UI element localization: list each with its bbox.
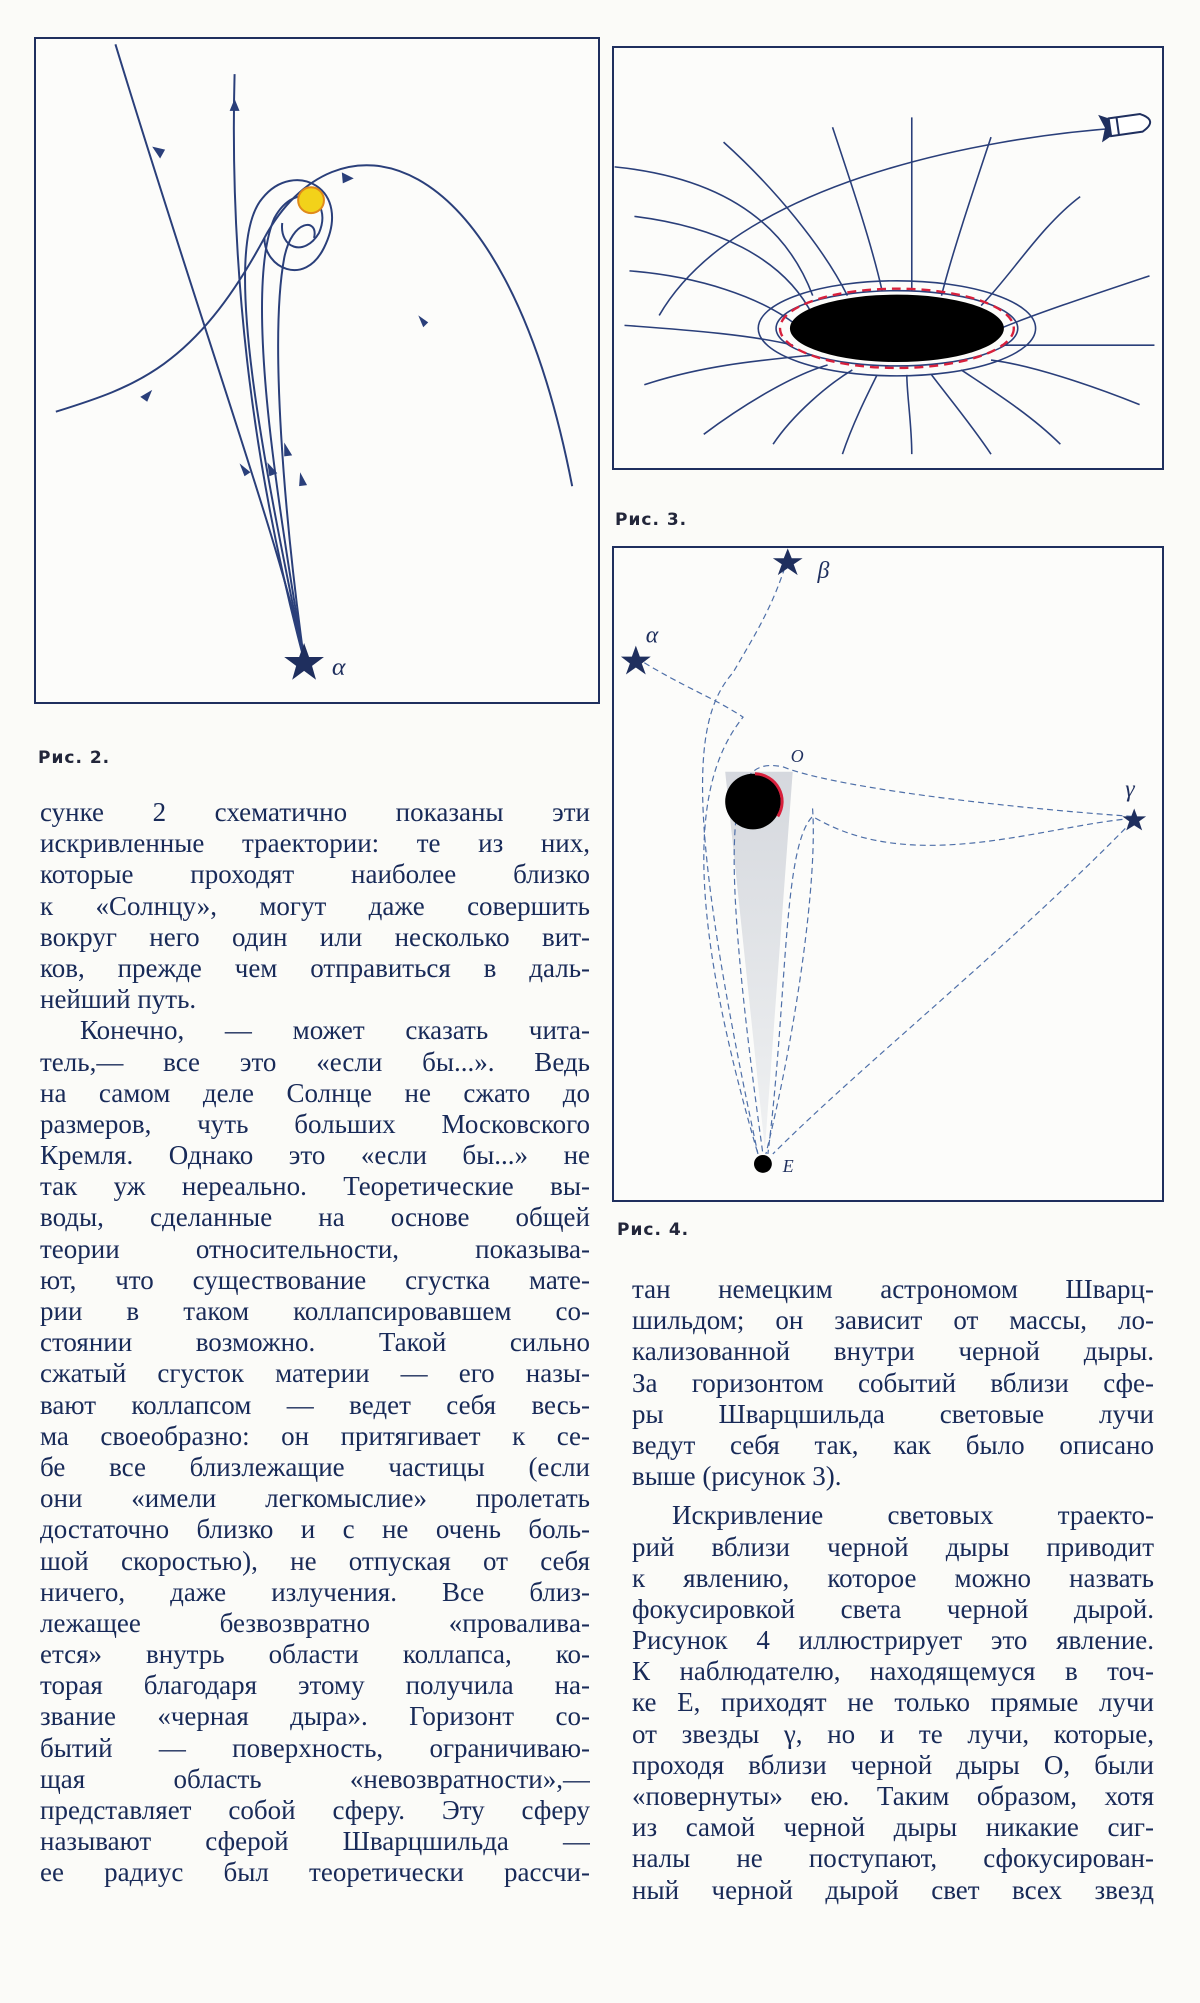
figure-2-diagram <box>36 39 598 702</box>
text-line: ры Шварцшильда световые лучи <box>632 1398 1154 1429</box>
text-line: размеров, чуть больших Московского <box>40 1108 590 1139</box>
text-line: звание «черная дыра». Горизонт со- <box>40 1701 590 1732</box>
figure-2 <box>34 37 600 704</box>
figure-2-caption: Рис. 2. <box>38 748 111 768</box>
text-line: представляет собой сферу. Эту сферу <box>40 1795 590 1825</box>
label-o: O <box>790 745 804 766</box>
figure-4-caption: Рис. 4. <box>617 1220 690 1240</box>
text-line: искривленные траектории: те из них, <box>40 828 590 859</box>
text-line: шой скоростью), не отпуская от себя <box>40 1545 590 1576</box>
text-line: вокруг него один или несколько вит- <box>40 921 590 952</box>
text-line: нейший путь. <box>40 984 197 1015</box>
text-line: выше (рисунок 3). <box>632 1461 842 1492</box>
text-line: рий вблизи черной дыры приводит <box>632 1531 1154 1562</box>
figure-4-diagram <box>614 548 1162 1200</box>
text-line: ее радиус был теоретически рассчи- <box>40 1857 590 1888</box>
text-line: Кремля. Однако это «если бы...» не <box>40 1140 590 1171</box>
text-line: тель,— все это «если бы...». Ведь <box>40 1046 590 1077</box>
text-line: Рисунок 4 иллюстрирует это явление. <box>632 1625 1154 1656</box>
figure-3-diagram <box>614 48 1162 468</box>
text-line: кализованной внутри черной дыры. <box>632 1336 1154 1367</box>
text-line: ведут себя так, как было описано <box>632 1429 1154 1460</box>
text-line: к явлению, которое можно назвать <box>632 1562 1154 1593</box>
label-gamma: γ <box>1125 776 1135 803</box>
text-line: шильдом; он зависит от массы, ло- <box>632 1305 1154 1336</box>
star-alpha-label: α <box>331 651 346 681</box>
text-line: сунке 2 схематично показаны эти <box>40 797 590 827</box>
text-line: которые проходят наиболее близко <box>40 859 590 890</box>
text-line: бытий — поверхность, ограничиваю- <box>40 1732 590 1763</box>
text-line: ется» внутрь области коллапса, ко- <box>40 1639 590 1670</box>
text-line: ный черной дырой свет всех звезд <box>632 1874 1154 1905</box>
star-gamma-icon <box>1122 808 1146 830</box>
text-line: рии в таком коллапсировавшем со- <box>40 1296 590 1326</box>
star-alpha-icon <box>284 643 324 680</box>
text-line: из самой черной дыры никакие сиг- <box>632 1812 1154 1843</box>
text-line: торая благодаря этому получила на- <box>40 1670 590 1701</box>
text-line: на самом деле Солнце не сжато до <box>40 1077 590 1108</box>
trajectory-loop-1 <box>245 180 332 660</box>
text-line: К наблюдателю, находящемуся в точ- <box>632 1656 1154 1687</box>
text-line: к «Солнцу», могут даже совершить <box>40 890 590 921</box>
star-beta-icon <box>773 548 803 575</box>
text-line: щая область «невозвратности»,— <box>40 1763 590 1794</box>
trajectory-loop-3 <box>278 225 314 660</box>
text-line: сжатый сгусток материи — его назы- <box>40 1358 590 1389</box>
trajectory-loop-2 <box>262 196 322 660</box>
text-line: теории относительности, показыва- <box>40 1233 590 1264</box>
text-line: «повернуты» ею. Таким образом, хотя <box>632 1781 1154 1811</box>
text-line: Конечно, — может сказать чита- <box>80 1015 590 1046</box>
text-line: налы не поступают, сфокусирован- <box>632 1843 1154 1874</box>
text-line: ков, прежде чем отправиться в даль- <box>40 952 590 983</box>
text-line: За горизонтом событий вблизи сфе- <box>632 1367 1154 1398</box>
text-line: фокусировкой света черной дырой. <box>632 1593 1154 1624</box>
label-beta: β <box>817 558 830 585</box>
text-line: Искривление световых траекто- <box>672 1500 1154 1531</box>
figure-3 <box>612 46 1164 470</box>
text-line: воды, сделанные на основе общей <box>40 1202 590 1233</box>
spaceship-icon <box>1098 108 1152 142</box>
earth-e-icon <box>754 1155 772 1173</box>
text-line: ке E, приходят не только прямые лучи <box>632 1687 1154 1718</box>
black-hole <box>790 295 1004 362</box>
text-line: достаточно близко и с не очень боль- <box>40 1514 590 1545</box>
trajectory-wide-left <box>115 44 304 660</box>
figure-3-caption: Рис. 3. <box>615 510 688 530</box>
label-alpha: α <box>645 622 659 649</box>
text-line: тан немецким астрономом Шварц- <box>632 1274 1154 1304</box>
text-line: проходя вблизи черной дыры O, были <box>632 1749 1154 1780</box>
text-line: ма своеобразно: он притягивает к се- <box>40 1420 590 1451</box>
text-line: ют, что существование сгустка мате- <box>40 1264 590 1295</box>
text-line: от звезды γ, но и те лучи, которые, <box>632 1718 1154 1749</box>
text-line: ничего, даже излучения. Все близ- <box>40 1576 590 1607</box>
text-line: бе все близлежащие частицы (если <box>40 1451 590 1482</box>
label-e: E <box>782 1155 794 1176</box>
left-text-column <box>40 797 590 1889</box>
text-line: вают коллапсом — ведет себя весь- <box>40 1389 590 1420</box>
text-line: стоянии возможно. Такой сильно <box>40 1327 590 1358</box>
text-line: они «имели легкомыслие» пролетать <box>40 1483 590 1514</box>
right-text-column <box>632 1274 1154 1906</box>
text-line: лежащее безвозвратно «проваливa- <box>40 1607 590 1638</box>
text-line: называют сферой Шварцшильда — <box>40 1826 590 1857</box>
sun-icon <box>298 187 324 213</box>
figure-4 <box>612 546 1164 1202</box>
star-alpha-icon <box>621 646 651 675</box>
text-line: так уж нереально. Теоретические вы- <box>40 1171 590 1202</box>
